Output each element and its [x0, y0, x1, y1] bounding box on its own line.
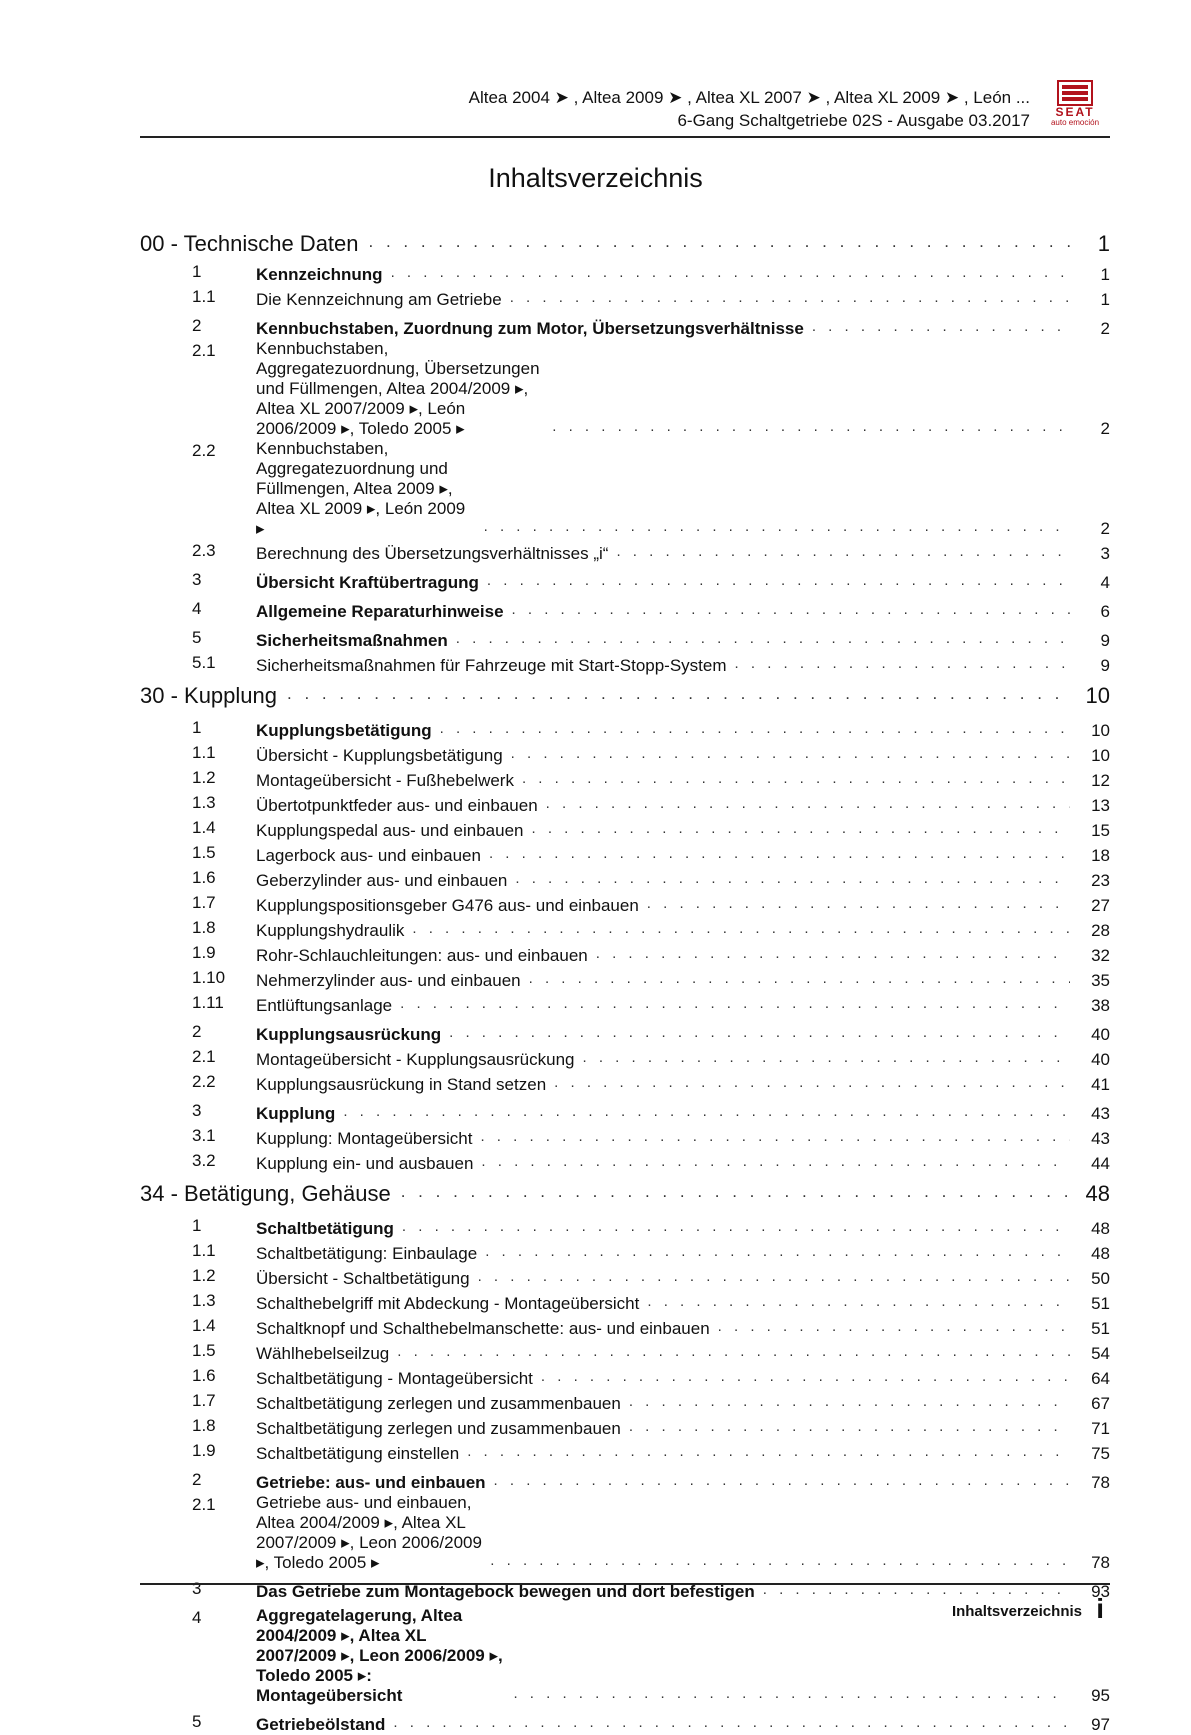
- header-document-edition: 6-Gang Schaltgetriebe 02S - Ausgabe 03.2017: [677, 111, 1030, 130]
- entry-number: 2.3: [192, 541, 216, 560]
- dot-leader: [541, 1367, 1070, 1389]
- page-number: 78: [1091, 1553, 1110, 1572]
- toc-entry[interactable]: [140, 916, 1110, 941]
- toc-entry[interactable]: [140, 816, 1110, 841]
- page-number: 32: [1091, 946, 1110, 965]
- entry-title: Kupplung: Montageübersicht: [256, 1129, 473, 1148]
- page-number: 12: [1091, 771, 1110, 790]
- page-number: 43: [1091, 1104, 1110, 1123]
- dot-leader: [402, 1217, 1070, 1239]
- header-vehicle-models: Altea 2004 ➤ , Altea 2009 ➤ , Altea XL 2007 ➤ , Altea XL 2009 ➤ , León ...: [468, 88, 1030, 107]
- toc-entry[interactable]: [140, 1264, 1110, 1289]
- entry-title: Schaltbetätigung zerlegen und zusammenbauen: [256, 1394, 621, 1413]
- dot-leader: [393, 1713, 1070, 1735]
- dot-leader: [629, 1392, 1070, 1414]
- entry-title: Rohr-Schlauchleitungen: aus- und einbauen: [256, 946, 588, 965]
- entry-number: 1.7: [192, 893, 216, 912]
- entry-title: Aggregatelagerung, Altea 2004/2009 ▸, Altea XL 2007/2009 ▸, Leon 2006/2009 ▸, Toledo 2005 ▸: Montageübersicht: [256, 1606, 503, 1705]
- entry-title: Nehmerzylinder aus- und einbauen: [256, 971, 521, 990]
- entry-title: Kupplungspositionsgeber G476 aus- und einbauen: [256, 896, 639, 915]
- entry-number: 1.2: [192, 768, 216, 787]
- entry-number: 2.1: [192, 1495, 216, 1514]
- page-number: 13: [1091, 796, 1110, 815]
- toc-entry[interactable]: [140, 841, 1110, 866]
- dot-leader: [456, 629, 1070, 651]
- dot-leader: [467, 1442, 1070, 1464]
- page-number: 28: [1091, 921, 1110, 940]
- toc-chapter-30[interactable]: [140, 676, 1110, 716]
- dot-leader: [480, 1127, 1070, 1149]
- toc-entry[interactable]: [140, 1045, 1110, 1070]
- toc-entry[interactable]: [140, 741, 1110, 766]
- entry-title: Sicherheitsmaßnahmen für Fahrzeuge mit Start-Stopp-System: [256, 656, 727, 675]
- dot-leader: [616, 542, 1070, 564]
- entry-title: Kupplungspedal aus- und einbauen: [256, 821, 524, 840]
- entry-number: 5: [192, 628, 202, 647]
- page-number: 48: [1091, 1244, 1110, 1263]
- page-number: 38: [1091, 996, 1110, 1015]
- dot-leader: [529, 969, 1070, 991]
- dot-leader: [511, 744, 1070, 766]
- page-number: 10: [1085, 683, 1110, 708]
- entry-title: Kupplungsbetätigung: [256, 721, 432, 740]
- toc-entry[interactable]: [140, 766, 1110, 791]
- toc-chapter-00[interactable]: [140, 228, 1110, 260]
- entry-number: 1.6: [192, 868, 216, 887]
- page-number: 9: [1100, 656, 1110, 675]
- page-number: 75: [1091, 1444, 1110, 1463]
- dot-leader: [494, 1471, 1070, 1493]
- entry-number: 1.4: [192, 818, 216, 837]
- toc-entry[interactable]: [140, 626, 1110, 651]
- dot-leader: [287, 684, 1070, 708]
- toc-entry[interactable]: [140, 791, 1110, 816]
- dot-leader: [647, 894, 1070, 916]
- toc-entry[interactable]: [140, 1468, 1110, 1493]
- dot-leader: [485, 1242, 1070, 1264]
- entry-number: 3: [192, 1101, 202, 1120]
- page-number: 15: [1091, 821, 1110, 840]
- logo-tagline: auto emoción: [1050, 118, 1100, 127]
- page-number: 35: [1091, 971, 1110, 990]
- page-number: 41: [1091, 1075, 1110, 1094]
- footer-page-number: i: [1096, 1593, 1104, 1624]
- entry-title: Allgemeine Reparaturhinweise: [256, 602, 504, 621]
- entry-number: 1.5: [192, 1341, 216, 1360]
- page-number: 2: [1100, 419, 1110, 438]
- chapter-title: 34 - Betätigung, Gehäuse: [140, 1181, 391, 1206]
- entry-number: 3: [192, 1579, 202, 1598]
- page-number: 27: [1091, 896, 1110, 915]
- page-number: 44: [1091, 1154, 1110, 1173]
- page-number: 1: [1097, 231, 1110, 256]
- entry-title: Die Kennzeichnung am Getriebe: [256, 290, 502, 309]
- toc-entry[interactable]: [140, 314, 1110, 339]
- entry-number: 5.1: [192, 653, 216, 672]
- footer-section-label: Inhaltsverzeichnis: [951, 1603, 1082, 1620]
- entry-title: Montageübersicht - Kupplungsausrückung: [256, 1050, 575, 1069]
- entry-number: 1.1: [192, 743, 216, 762]
- table-of-contents: [140, 228, 1110, 1735]
- entry-title: Kennzeichnung: [256, 265, 383, 284]
- dot-leader: [629, 1417, 1070, 1439]
- page-number: 40: [1091, 1025, 1110, 1044]
- entry-title: Schaltbetätigung: [256, 1219, 394, 1238]
- dot-leader: [647, 1292, 1070, 1314]
- entry-title: Getriebeölstand: [256, 1715, 386, 1734]
- entry-number: 1.3: [192, 793, 216, 812]
- seat-logo: [1040, 80, 1110, 130]
- entry-number: 2: [192, 1470, 202, 1489]
- toc-entry[interactable]: [140, 1214, 1110, 1239]
- entry-title: Schaltbetätigung zerlegen und zusammenbauen: [256, 1419, 621, 1438]
- entry-number: 1.7: [192, 1391, 216, 1410]
- entry-number: 1.2: [192, 1266, 216, 1285]
- logo-brand-text: SEAT: [1055, 105, 1095, 119]
- entry-number: 1.10: [192, 968, 226, 987]
- dot-leader: [582, 1048, 1070, 1070]
- chapter-title: 30 - Kupplung: [140, 683, 277, 708]
- toc-entry[interactable]: [140, 1289, 1110, 1314]
- toc-entry[interactable]: [140, 716, 1110, 741]
- entry-number: 1.5: [192, 843, 216, 862]
- entry-title: Übersicht Kraftübertragung: [256, 573, 479, 592]
- entry-title: Schaltknopf und Schalthebelmanschette: aus- und einbauen: [256, 1319, 710, 1338]
- entry-title: Das Getriebe zum Montagebock bewegen und dort befestigen: [256, 1582, 755, 1601]
- page-number: 3: [1100, 544, 1110, 563]
- toc-entry[interactable]: [140, 1124, 1110, 1149]
- toc-entry[interactable]: [140, 439, 1110, 539]
- dot-leader: [596, 944, 1070, 966]
- entry-number: 1.8: [192, 1416, 216, 1435]
- dot-leader: [513, 1684, 1070, 1706]
- seat-logo-mark-icon: [1057, 80, 1093, 106]
- toc-entry[interactable]: [140, 597, 1110, 622]
- page-number: 51: [1091, 1319, 1110, 1338]
- entry-number: 1.8: [192, 918, 216, 937]
- entry-number: 1: [192, 262, 202, 281]
- entry-number: 1.4: [192, 1316, 216, 1335]
- page-number: 1: [1100, 265, 1110, 284]
- page-number: 97: [1091, 1715, 1110, 1734]
- toc-entry[interactable]: [140, 1339, 1110, 1364]
- entry-number: 4: [192, 599, 202, 618]
- entry-number: 2.1: [192, 341, 216, 360]
- toc-entry[interactable]: [140, 1389, 1110, 1414]
- toc-entry[interactable]: [140, 1710, 1110, 1735]
- entry-title: Schaltbetätigung - Montageübersicht: [256, 1369, 533, 1388]
- dot-leader: [522, 769, 1070, 791]
- entry-title: Wählhebelseilzug: [256, 1344, 390, 1363]
- page-number: 40: [1091, 1050, 1110, 1069]
- toc-entry[interactable]: [140, 1099, 1110, 1124]
- entry-title: Getriebe: aus- und einbauen: [256, 1473, 486, 1492]
- dot-leader: [400, 994, 1070, 1016]
- page-number: 4: [1100, 573, 1110, 592]
- entry-number: 1.1: [192, 287, 216, 306]
- dot-leader: [510, 288, 1070, 310]
- entry-title: Kennbuchstaben, Aggregatezuordnung und Füllmengen, Altea 2009 ▸, Altea XL 2009 ▸, León 2009 ▸: [256, 439, 466, 538]
- toc-entry[interactable]: [140, 568, 1110, 593]
- page-title: Inhaltsverzeichnis: [488, 163, 703, 193]
- dot-leader: [532, 819, 1070, 841]
- entry-title: Schaltbetätigung: Einbaulage: [256, 1244, 478, 1263]
- dot-leader: [812, 317, 1070, 339]
- toc-entry[interactable]: [140, 285, 1110, 310]
- entry-number: 3: [192, 570, 202, 589]
- entry-number: 1: [192, 1216, 202, 1235]
- page-number: 51: [1091, 1294, 1110, 1313]
- dot-leader: [735, 654, 1070, 676]
- toc-entry[interactable]: [140, 1239, 1110, 1264]
- entry-number: 1.1: [192, 1241, 216, 1260]
- dot-leader: [490, 1551, 1070, 1573]
- chapter-title: 00 - Technische Daten: [140, 231, 359, 256]
- page-number: 95: [1091, 1686, 1110, 1705]
- dot-leader: [554, 1073, 1070, 1095]
- entry-title: Übersicht - Schaltbetätigung: [256, 1269, 470, 1288]
- dot-leader: [489, 844, 1070, 866]
- dot-leader: [515, 869, 1070, 891]
- entry-title: Sicherheitsmaßnahmen: [256, 631, 448, 650]
- toc-entry[interactable]: [140, 891, 1110, 916]
- dot-leader: [412, 919, 1070, 941]
- entry-title: Kupplungshydraulik: [256, 921, 405, 940]
- entry-title: Kennbuchstaben, Aggregatezuordnung, Übersetzungen und Füllmengen, Altea 2004/2009 ▸, Altea XL 2007/2009 ▸, León 2006/2009 ▸, Toledo 2005 ▸: [256, 339, 540, 438]
- toc-entry[interactable]: [140, 539, 1110, 564]
- entry-title: Montageübersicht - Fußhebelwerk: [256, 771, 514, 790]
- toc-entry[interactable]: [140, 991, 1110, 1016]
- page-number: 10: [1091, 746, 1110, 765]
- dot-leader: [484, 517, 1070, 539]
- entry-title: Kupplungsausrückung in Stand setzen: [256, 1075, 547, 1094]
- page-number: 10: [1091, 721, 1110, 740]
- dot-leader: [440, 719, 1070, 741]
- entry-title: Kennbuchstaben, Zuordnung zum Motor, Übersetzungsverhältnisse: [256, 319, 804, 338]
- toc-entry[interactable]: [140, 260, 1110, 285]
- entry-number: 1.9: [192, 943, 216, 962]
- page-number: 43: [1091, 1129, 1110, 1148]
- entry-title: Schaltbetätigung einstellen: [256, 1444, 460, 1463]
- toc-entry[interactable]: [140, 1314, 1110, 1339]
- entry-number: 1: [192, 718, 202, 737]
- page-number: 2: [1100, 519, 1110, 538]
- toc-entry[interactable]: [140, 1149, 1110, 1174]
- page-number: 18: [1091, 846, 1110, 865]
- page-number: 23: [1091, 871, 1110, 890]
- entry-number: 1.3: [192, 1291, 216, 1310]
- page-number: 71: [1091, 1419, 1110, 1438]
- page-number: 48: [1085, 1181, 1110, 1206]
- toc-entry[interactable]: [140, 1414, 1110, 1439]
- entry-number: 3.1: [192, 1126, 216, 1145]
- dot-leader: [481, 1152, 1070, 1174]
- entry-number: 2.2: [192, 441, 216, 460]
- entry-title: Kupplung ein- und ausbauen: [256, 1154, 474, 1173]
- entry-title: Schalthebelgriff mit Abdeckung - Montageübersicht: [256, 1294, 640, 1313]
- page-number: 6: [1100, 602, 1110, 621]
- toc-entry[interactable]: [140, 941, 1110, 966]
- entry-title: Berechnung des Übersetzungsverhältnisses „i“: [256, 544, 609, 563]
- page-number: 2: [1100, 319, 1110, 338]
- entry-number: 1.9: [192, 1441, 216, 1460]
- page-number: 67: [1091, 1394, 1110, 1413]
- entry-number: 2: [192, 1022, 202, 1041]
- dot-leader: [369, 232, 1070, 256]
- toc-entry[interactable]: [140, 339, 1110, 439]
- toc-entry[interactable]: [140, 1364, 1110, 1389]
- dot-leader: [718, 1317, 1070, 1339]
- dot-leader: [343, 1102, 1070, 1124]
- toc-entry[interactable]: [140, 1439, 1110, 1464]
- entry-title: Übersicht - Kupplungsbetätigung: [256, 746, 503, 765]
- page-number: 48: [1091, 1219, 1110, 1238]
- dot-leader: [487, 571, 1070, 593]
- toc-entry[interactable]: [140, 866, 1110, 891]
- dot-leader: [552, 417, 1070, 439]
- dot-leader: [546, 794, 1070, 816]
- entry-title: Entlüftungsanlage: [256, 996, 393, 1015]
- page-header: [140, 80, 1110, 138]
- page-number: 64: [1091, 1369, 1110, 1388]
- dot-leader: [512, 600, 1070, 622]
- entry-title: Kupplungsausrückung: [256, 1025, 442, 1044]
- toc-chapter-34[interactable]: [140, 1174, 1110, 1214]
- entry-number: 2.2: [192, 1072, 216, 1091]
- toc-entry[interactable]: [140, 1070, 1110, 1095]
- dot-leader: [391, 263, 1070, 285]
- page-number: 78: [1091, 1473, 1110, 1492]
- page-number: 54: [1091, 1344, 1110, 1363]
- page-number: 50: [1091, 1269, 1110, 1288]
- dot-leader: [397, 1342, 1070, 1364]
- entry-title: Getriebe aus- und einbauen, Altea 2004/2009 ▸, Altea XL 2007/2009 ▸, Leon 2006/2009 ▸, Toledo 2005 ▸: [256, 1493, 482, 1572]
- dot-leader: [449, 1023, 1070, 1045]
- entry-title: Lagerbock aus- und einbauen: [256, 846, 481, 865]
- entry-number: 3.2: [192, 1151, 216, 1170]
- entry-number: 1.6: [192, 1366, 216, 1385]
- dot-leader: [401, 1182, 1070, 1206]
- entry-number: 1.11: [192, 993, 224, 1012]
- entry-number: 4: [192, 1608, 202, 1627]
- entry-number: 5: [192, 1712, 202, 1731]
- dot-leader: [478, 1267, 1070, 1289]
- page-number: 93: [1091, 1582, 1110, 1601]
- toc-entry[interactable]: [140, 1493, 1110, 1573]
- page-footer: [140, 1583, 1110, 1625]
- entry-title: Kupplung: [256, 1104, 336, 1123]
- page-number: 1: [1100, 290, 1110, 309]
- toc-entry[interactable]: [140, 651, 1110, 676]
- toc-entry[interactable]: [140, 1020, 1110, 1045]
- entry-title: Übertotpunktfeder aus- und einbauen: [256, 796, 538, 815]
- entry-number: 2: [192, 316, 202, 335]
- entry-number: 2.1: [192, 1047, 216, 1066]
- toc-entry[interactable]: [140, 966, 1110, 991]
- page-number: 9: [1100, 631, 1110, 650]
- entry-title: Geberzylinder aus- und einbauen: [256, 871, 508, 890]
